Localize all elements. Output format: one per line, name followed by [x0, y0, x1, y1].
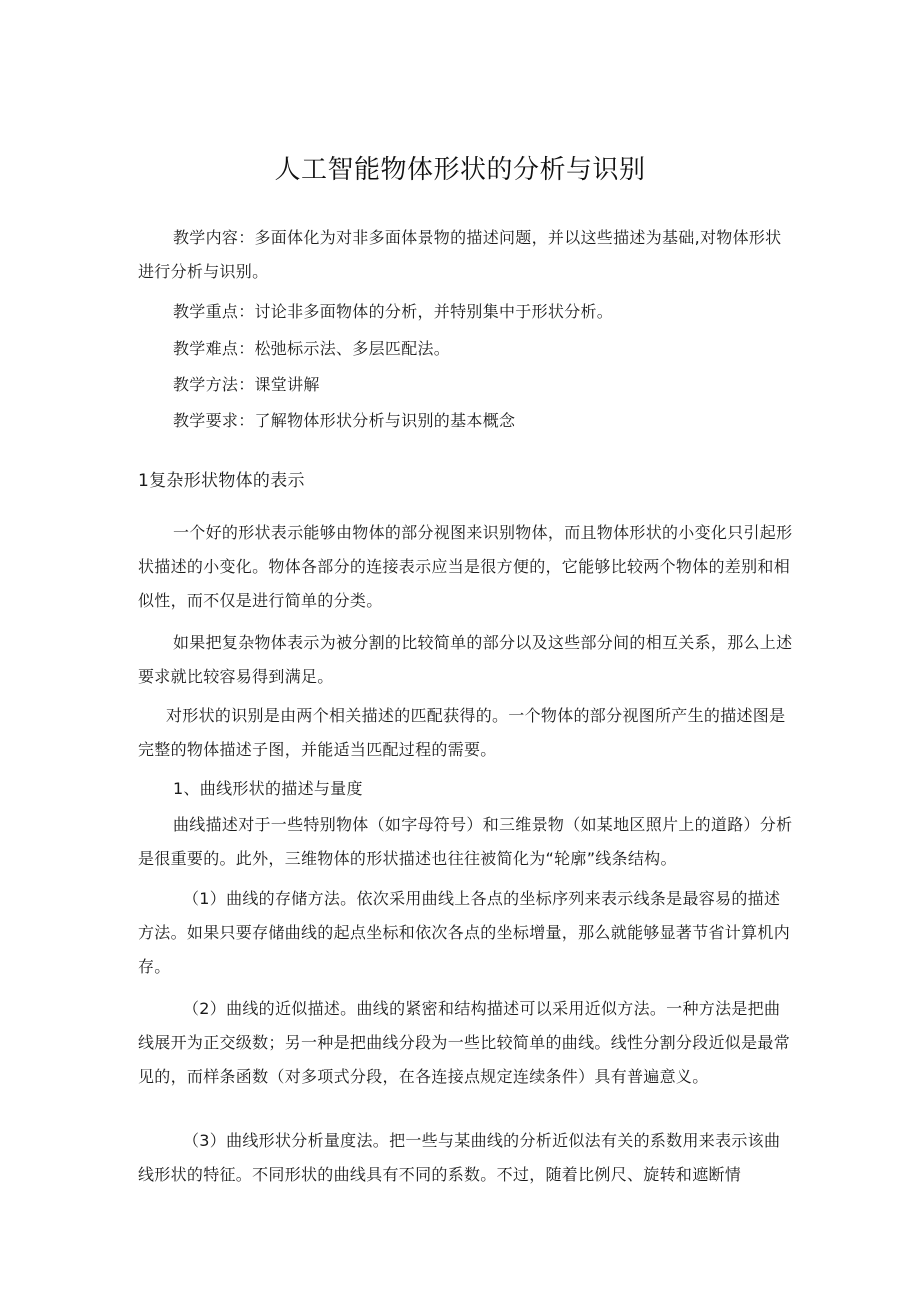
- intro-difficulty: 教学难点：松弛标示法、多层匹配法。: [173, 339, 451, 358]
- intro-focus: 教学重点：讨论非多面物体的分析，并特别集中于形状分析。: [173, 302, 614, 321]
- intro-content: 教学内容：多面体化为对非多面体景物的描述问题，并以这些描述为基础,对物体形状进行分析与识别。: [138, 228, 782, 281]
- intro-requirement: 教学要求：了解物体形状分析与识别的基本概念: [173, 411, 516, 430]
- section-paragraph-3: 对形状的识别是由两个相关描述的匹配获得的。一个物体的部分视图所产生的描述图是完整的物体描述子图，并能适当匹配过程的需要。: [138, 706, 786, 759]
- section-paragraph-1: 一个好的形状表示能够由物体的部分视图来识别物体，而且物体形状的小变化只引起形状描述的小变化。物体各部分的连接表示应当是很方便的，它能够比较两个物体的差别和相似性，而不仅是进行简单的分类。: [138, 523, 793, 610]
- list-item-measurement: （3）曲线形状分析量度法。把一些与某曲线的分析近似法有关的系数用来表示该曲线形状的特征。不同形状的曲线具有不同的系数。不过，随着比例尺、旋转和遮断情: [138, 1131, 781, 1184]
- subsection-heading: 1、曲线形状的描述与量度: [173, 779, 363, 798]
- subsection-paragraph-1: 曲线描述对于一些特别物体（如字母符号）和三维景物（如某地区照片上的道路）分析是很重要的。此外，三维物体的形状描述也往往被简化为“轮廓”线条结构。: [138, 815, 793, 868]
- intro-method: 教学方法：课堂讲解: [173, 375, 320, 394]
- section-paragraph-2: 如果把复杂物体表示为被分割的比较简单的部分以及这些部分间的相互关系，那么上述要求就比较容易得到满足。: [138, 633, 793, 686]
- list-item-approximation: （2）曲线的近似描述。曲线的紧密和结构描述可以采用近似方法。一种方法是把曲线展开为正交级数；另一种是把曲线分段为一些比较简单的曲线。线性分割分段近似是最常见的，而样条函数（对多项式分段，在各连接点规定连续条件）具有普遍意义。: [138, 999, 791, 1086]
- section-heading: 1复杂形状物体的表示: [138, 471, 305, 491]
- list-item-storage: （1）曲线的存储方法。依次采用曲线上各点的坐标序列来表示线条是最容易的描述方法。如果只要存储曲线的起点坐标和依次各点的坐标增量，那么就能够显著节省计算机内存。: [138, 889, 791, 976]
- document-title: 人工智能物体形状的分析与识别: [274, 155, 646, 185]
